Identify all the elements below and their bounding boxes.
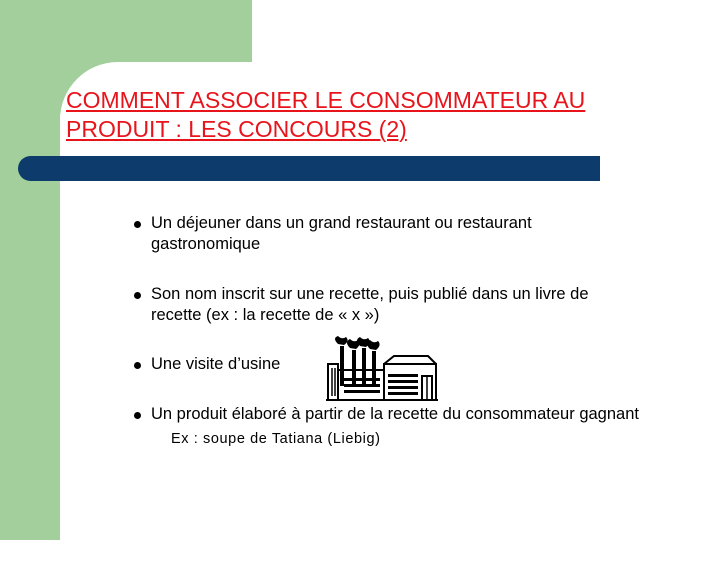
bullet-text-line: recette (ex : la recette de « x ») bbox=[151, 306, 380, 324]
slide-title-line-1: COMMENT ASSOCIER LE CONSOMMATEUR AU bbox=[66, 87, 586, 113]
slide-title-line-2: PRODUIT : LES CONCOURS (2) bbox=[66, 116, 407, 142]
title-divider-bar bbox=[18, 156, 600, 181]
bullet-text bbox=[151, 213, 720, 255]
bullet-text-line: gastronomique bbox=[151, 235, 261, 253]
bullet-text-line: Une visite d’usine bbox=[151, 355, 281, 373]
bullet-dot bbox=[134, 221, 141, 228]
bullet-dot bbox=[134, 362, 141, 369]
example-note: Ex : soupe de Tatiana (Liebig) bbox=[171, 431, 381, 447]
bullet-text bbox=[151, 284, 720, 326]
bullet-text bbox=[151, 404, 720, 425]
bullet-text-line: Un déjeuner dans un grand restaurant ou restaurant bbox=[151, 214, 532, 232]
factory-icon bbox=[324, 336, 440, 402]
bullet-text-line: Un produit élaboré à partir de la recette du consommateur gagnant bbox=[151, 405, 639, 423]
background-accent-left bbox=[0, 0, 60, 540]
slide-title bbox=[66, 86, 716, 144]
bullet-dot bbox=[134, 292, 141, 299]
bullet-dot bbox=[134, 412, 141, 419]
bullet-text-line: Son nom inscrit sur une recette, puis publié dans un livre de bbox=[151, 285, 589, 303]
